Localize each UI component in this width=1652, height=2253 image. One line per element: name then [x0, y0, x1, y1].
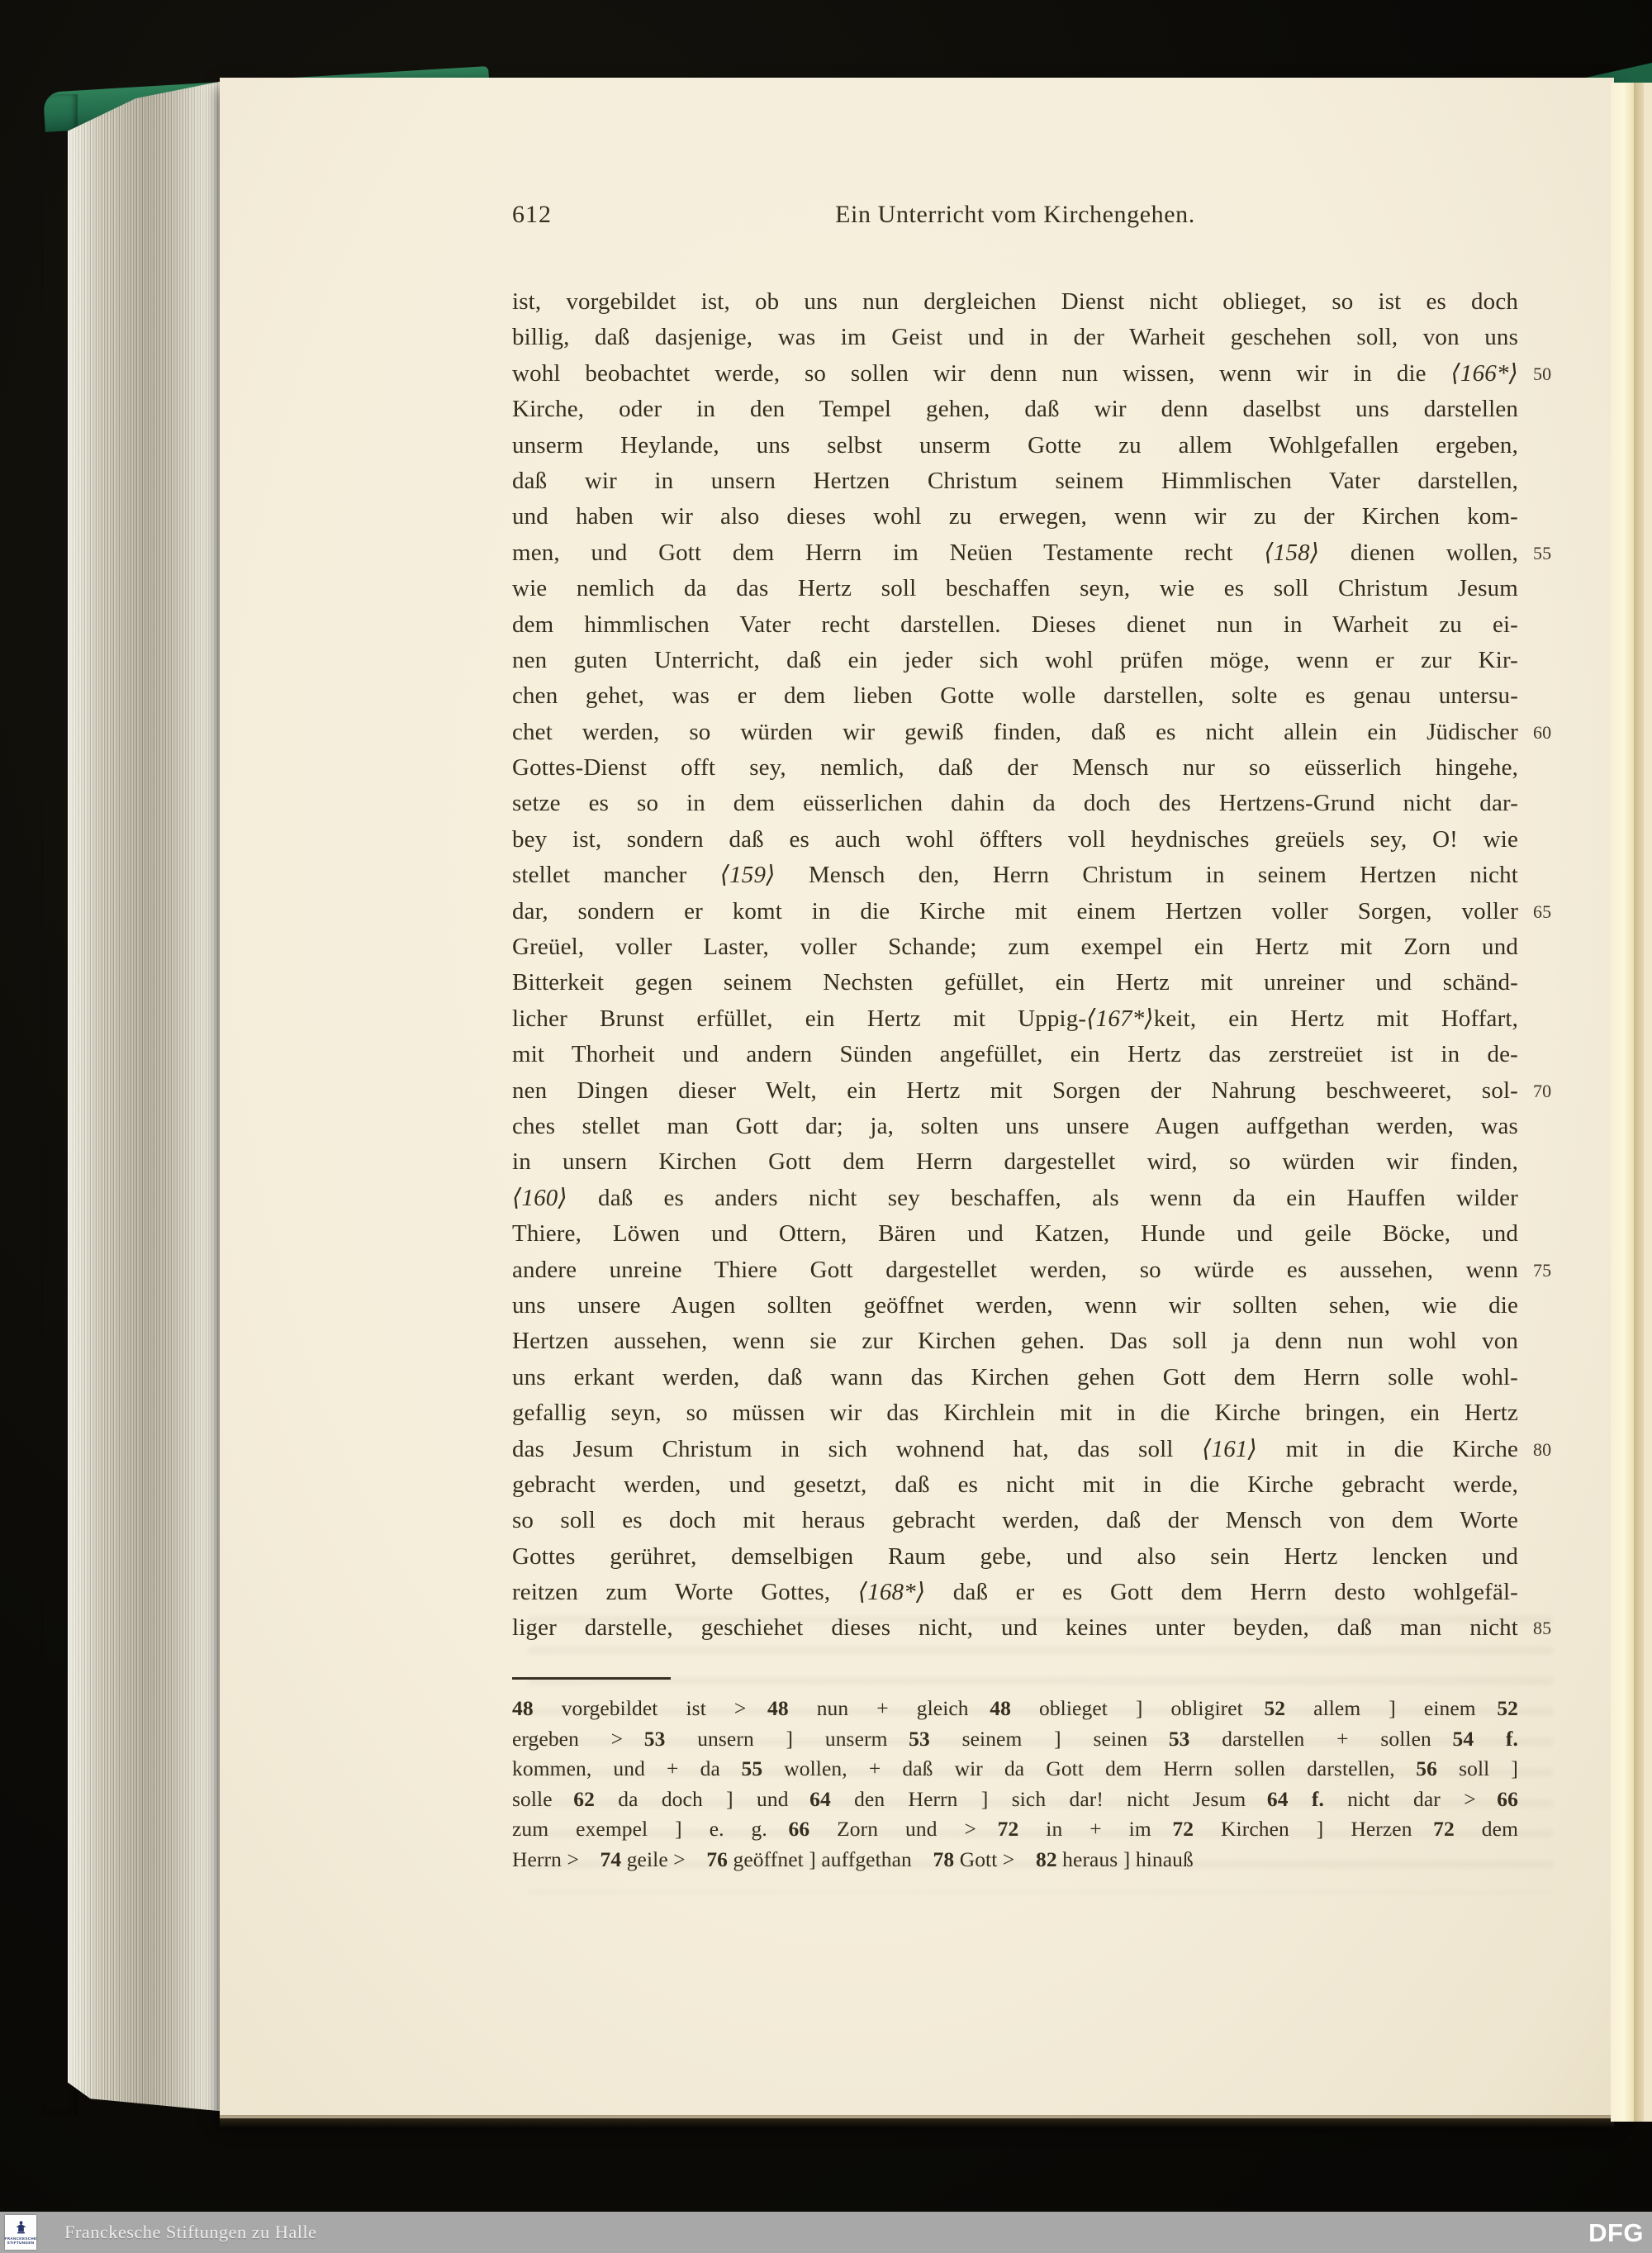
text-line [512, 858, 1518, 893]
text-line [512, 428, 1518, 463]
text-line-content: andere unreine Thiere Gott dargestellet werden, so würde es aussehen, wenn [512, 1256, 1518, 1283]
text-line-content: ⟨160⟩ daß es anders nicht sey beschaffen, als wenn da ein Hauffen wilder [512, 1184, 1518, 1211]
text-line [512, 1216, 1518, 1252]
text-line [512, 1360, 1518, 1395]
margin-line-number: 50 [1533, 363, 1552, 384]
text-line-content: so soll es doch mit heraus gebracht werden, daß der Mensch von dem Worte [512, 1507, 1518, 1534]
apparatus [512, 1694, 1518, 1875]
text-line-content: gebracht werden, und gesetzt, daß es nicht mit in die Kirche gebracht werde, [512, 1471, 1518, 1498]
text-line-content: ist, vorgebildet ist, ob uns nun dergleichen Dienst nicht oblieget, so ist es doch [512, 288, 1518, 315]
apparatus-line: solle 62 da doch ] und 64 den Herrn ] sich dar! nicht Jesum 64 f. nicht dar > 66 [512, 1786, 1518, 1811]
text-line [512, 643, 1518, 678]
text-line [512, 607, 1518, 643]
text-line [512, 715, 1552, 750]
page-bottom-shadow [220, 2115, 1614, 2128]
text-line [512, 1001, 1518, 1037]
text-line [512, 1109, 1518, 1144]
text-line-content: nen guten Unterricht, daß ein jeder sich wohl prüfen möge, wenn er zur Kir- [512, 646, 1518, 673]
text-line [512, 463, 1518, 499]
text-line-content: chet werden, so würden wir gewiß finden, daß es nicht allein ein Jüdischer [512, 718, 1518, 745]
margin-line-number: 55 [1533, 542, 1552, 563]
text-line [512, 1503, 1518, 1538]
text-line [512, 1288, 1518, 1324]
body-text [512, 284, 1552, 1647]
text-line [512, 1252, 1552, 1288]
margin-line-number: 60 [1533, 721, 1552, 743]
dfg-logo: DFG [1588, 2218, 1644, 2247]
text-line-content: und haben wir also dieses wohl zu erwegen, wenn wir zu der Kirchen kom- [512, 503, 1518, 530]
text-line-content: bey ist, sondern daß es auch wohl öffters voll heydnisches greüels sey, O! wie [512, 825, 1518, 853]
text-line-content: mit Thorheit und andern Sünden angefüllet, ein Hertz das zerstreüet ist in de- [512, 1041, 1518, 1068]
text-line-content: Thiere, Löwen und Ottern, Bären und Katzen, Hunde und geile Böcke, und [512, 1220, 1518, 1248]
text-line [512, 1395, 1518, 1431]
franckesche-stiftungen-logo [5, 2215, 36, 2250]
text-line [512, 284, 1518, 320]
text-line [512, 894, 1552, 929]
institution-name: Franckesche Stiftungen zu Halle [64, 2222, 317, 2242]
margin-line-number: 70 [1533, 1080, 1552, 1101]
text-line [512, 1432, 1552, 1467]
text-line [512, 1037, 1518, 1072]
text-line-content: liger darstelle, geschiehet dieses nicht, und keines unter beyden, daß man nicht [512, 1614, 1518, 1642]
text-line-content: dar, sondern er komt in die Kirche mit einem Hertzen voller Sorgen, voller [512, 897, 1518, 924]
text-line-content: chen gehet, was er dem lieben Gotte wolle darstellen, solte es genau untersu- [512, 682, 1518, 710]
text-line-content: stellet mancher ⟨159⟩ Mensch den, Herrn Christum in seinem Hertzen nicht [512, 862, 1518, 889]
text-line [512, 965, 1518, 1001]
text-line [512, 1467, 1518, 1503]
text-line [512, 1144, 1518, 1180]
apparatus-line: 48 vorgebildet ist > 48 nun + gleich 48 oblieget ] obligiret 52 allem ] einem 52 [512, 1696, 1519, 1720]
running-title: Ein Unterricht vom Kirchengehen. [835, 201, 1195, 228]
logo-text-line1: FRANCKESCHE [4, 2236, 37, 2241]
text-line-content: Gottes gerühret, demselbigen Raum gebe, und also sein Hertz lencken und [512, 1542, 1518, 1570]
text-line-content: uns unsere Augen sollten geöffnet werden, wenn wir sollten sehen, wie die [512, 1291, 1518, 1319]
text-line [512, 1181, 1518, 1216]
text-line-content: dem himmlischen Vater recht darstellen. Dieses dienet nun in Warheit zu ei- [512, 611, 1518, 638]
text-line-content: gefallig seyn, so müssen wir das Kirchlein mit in die Kirche bringen, ein Hertz [512, 1400, 1518, 1427]
text-line [512, 1324, 1518, 1359]
text-line-content: reitzen zum Worte Gottes, ⟨168*⟩ daß er es Gott dem Herrn desto wohlgefäl- [512, 1579, 1518, 1606]
text-line [512, 786, 1518, 821]
text-line [512, 678, 1518, 714]
text-line-content: wie nemlich da das Hertz soll beschaffen seyn, wie es soll Christum Jesum [512, 575, 1518, 602]
text-line-content: daß wir in unsern Hertzen Christum seinem Himmlischen Vater darstellen, [512, 467, 1518, 494]
page-gutter-shadow [1634, 83, 1644, 2122]
apparatus-line: ergeben > 53 unsern ] unserm 53 seinem ] seinen 53 darstellen + sollen 54 f. [512, 1726, 1518, 1751]
text-line-content: das Jesum Christum in sich wohnend hat, das soll ⟨161⟩ mit in die Kirche [512, 1435, 1518, 1462]
text-line [512, 535, 1552, 571]
statue-icon [13, 2220, 29, 2236]
text-line-content: Hertzen aussehen, wenn sie zur Kirchen gehen. Das soll ja denn nun wohl von [512, 1328, 1518, 1355]
text-line [512, 1575, 1518, 1610]
margin-line-number: 85 [1533, 1618, 1552, 1639]
text-line-content: uns erkant werden, daß wann das Kirchen gehen Gott dem Herrn solle wohl- [512, 1363, 1518, 1390]
page-block-fore-edge [68, 76, 230, 2115]
text-line-content: setze es so in dem eüsserlichen dahin da doch des Hertzens-Grund nicht dar- [512, 790, 1518, 817]
text-line [512, 929, 1518, 965]
apparatus-line: zum exempel ] e. g. 66 Zorn und > 72 in + im 72 Kirchen ] Herzen 72 dem [512, 1817, 1519, 1842]
text-line [512, 1073, 1552, 1109]
page-gutter-highlight [1611, 83, 1634, 2122]
text-line-content: Bitterkeit gegen seinem Nechsten gefüllet, ein Hertz mit unreiner und schänd- [512, 969, 1518, 996]
text-line-content: nen Dingen dieser Welt, ein Hertz mit Sorgen der Nahrung beschweeret, sol- [512, 1077, 1518, 1104]
text-line-content: men, und Gott dem Herrn im Neüen Testamente recht ⟨158⟩ dienen wollen, [512, 539, 1518, 566]
apparatus-rule [512, 1677, 671, 1680]
page-number: 612 [512, 201, 552, 228]
text-line [512, 356, 1552, 392]
text-line [512, 750, 1518, 786]
text-line [512, 571, 1518, 606]
text-line-content: billig, daß dasjenige, was im Geist und in der Warheit geschehen soll, von uns [512, 324, 1518, 351]
text-line-content: ches stellet man Gott dar; ja, solten uns unsere Augen auffgethan werden, was [512, 1112, 1518, 1139]
text-line-content: Greüel, voller Laster, voller Schande; zum exempel ein Hertz mit Zorn und [512, 934, 1518, 961]
text-line-content: Kirche, oder in den Tempel gehen, daß wir denn daselbst uns darstellen [512, 396, 1518, 423]
text-line [512, 499, 1518, 535]
margin-line-number: 80 [1533, 1438, 1552, 1460]
text-line [512, 1539, 1518, 1575]
margin-line-number: 75 [1533, 1259, 1552, 1281]
text-line-content: wohl beobachtet werde, so sollen wir denn nun wissen, wenn wir in die ⟨166*⟩ [512, 359, 1518, 387]
logo-text-line2: STIFTUNGEN [7, 2241, 35, 2245]
facing-page-sliver [1644, 83, 1652, 2122]
text-line [512, 1610, 1552, 1646]
margin-line-number: 65 [1533, 901, 1552, 922]
text-line [512, 320, 1518, 355]
apparatus-line: kommen, und + da 55 wollen, + daß wir da Gott dem Herrn sollen darstellen, 56 soll ] [512, 1756, 1518, 1781]
text-line [512, 392, 1518, 427]
text-line-content: in unsern Kirchen Gott dem Herrn dargestellet wird, so würden wir finden, [512, 1148, 1518, 1176]
text-line [512, 822, 1518, 858]
text-line-content: unserm Heylande, uns selbst unserm Gotte zu allem Wohlgefallen ergeben, [512, 431, 1518, 459]
apparatus-line: Herrn > 74 geile > 76 geöffnet ] auffgethan 78 Gott > 82 heraus ] hinauß [512, 1847, 1194, 1871]
text-line-content: licher Brunst erfüllet, ein Hertz mit Uppig-⟨167*⟩keit, ein Hertz mit Hoffart, [512, 1005, 1518, 1032]
text-line-content: Gottes-Dienst offt sey, nemlich, daß der Mensch nur so eüsserlich hingehe, [512, 754, 1518, 782]
